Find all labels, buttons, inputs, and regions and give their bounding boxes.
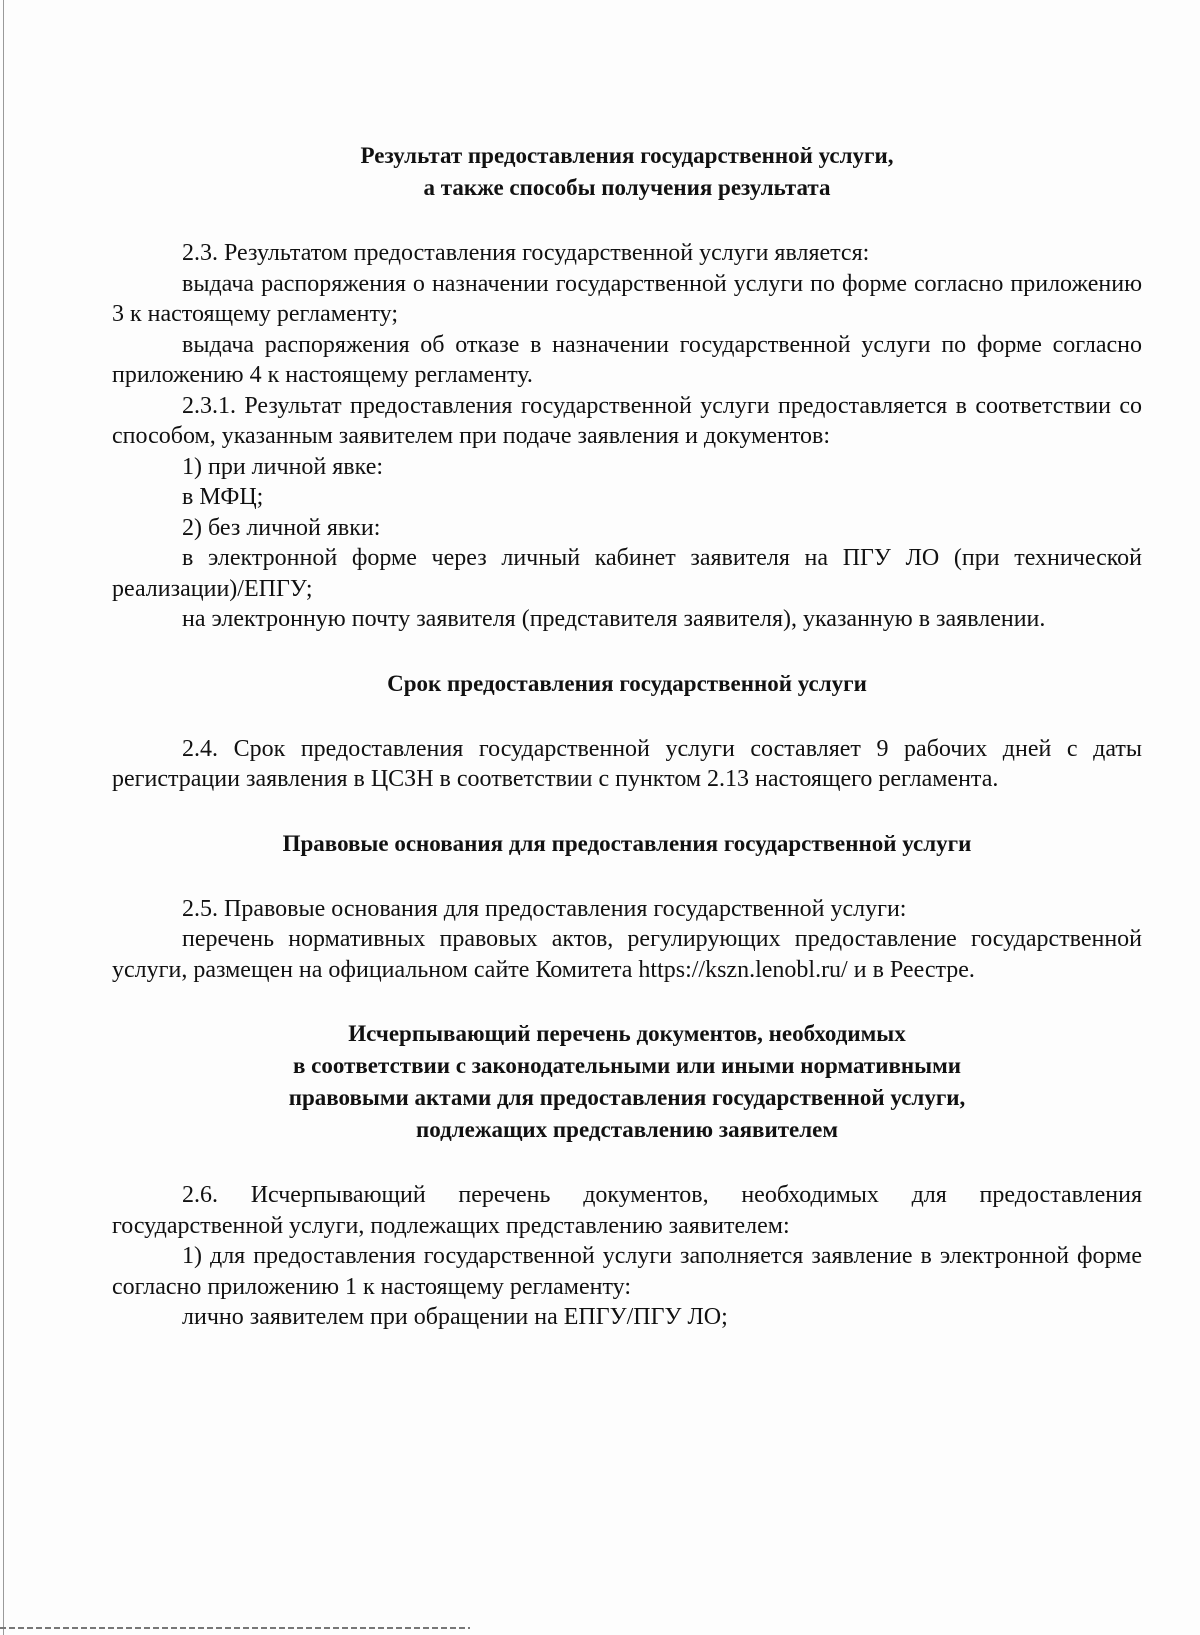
paragraph-order-refuse: выдача распоряжения об отказе в назначении государственной услуги по форме согласно приложению 4 к настоящему регламенту. bbox=[112, 331, 1142, 388]
section-heading-documents: Исчерпывающий перечень документов, необходимых в соответствии с законодательными или иными нормативными правовыми актами для предоставления государственной услуги, подлежащих представлению заявителем bbox=[288, 1021, 966, 1142]
list-item-email: на электронную почту заявителя (представителя заявителя), указанную в заявлении. bbox=[182, 606, 1046, 632]
list-item-personal: 1) при личной явке: bbox=[182, 453, 384, 480]
list-item-remote: 2) без личной явки: bbox=[182, 514, 381, 541]
document-body bbox=[112, 140, 1142, 1333]
paragraph-2-3-1: 2.3.1. Результат предоставления государственной услуги предоставляется в соответствии со способом, указанным заявителем при подаче заявления и документов: bbox=[112, 392, 1142, 449]
paragraph-legal-list: перечень нормативных правовых актов, регулирующих предоставление государственной услуги, размещен на официальном сайте Комитета https://kszn.lenobl.ru/ и в Реестре. bbox=[112, 926, 1142, 983]
paragraph-personal-submission: лично заявителем при обращении на ЕПГУ/ПГУ ЛО; bbox=[182, 1304, 728, 1330]
list-item-mfc: в МФЦ; bbox=[182, 484, 264, 510]
list-item-electronic: в электронной форме через личный кабинет заявителя на ПГУ ЛО (при технической реализации)/ЕПГУ; bbox=[112, 545, 1142, 602]
paragraph-application-form: 1) для предоставления государственной услуги заполняется заявление в электронной форме согласно приложению 1 к настоящему регламенту: bbox=[112, 1243, 1142, 1300]
scan-bottom-edge bbox=[0, 1627, 470, 1629]
paragraph-2-4: 2.4. Срок предоставления государственной услуги составляет 9 рабочих дней с даты регистрации заявления в ЦСЗН в соответствии с пунктом 2.13 настоящего регламента. bbox=[112, 735, 1142, 792]
paragraph-2-5: 2.5. Правовые основания для предоставления государственной услуги: bbox=[182, 895, 907, 922]
section-heading-result: Результат предоставления государственной услуги, а также способы получения результата bbox=[360, 143, 894, 200]
scan-left-edge bbox=[3, 0, 4, 1635]
section-heading-legal-basis: Правовые основания для предоставления государственной услуги bbox=[282, 830, 972, 856]
paragraph-2-6: 2.6. Исчерпывающий перечень документов, необходимых для предоставления государственной услуги, подлежащих представлению заявителем: bbox=[112, 1182, 1142, 1239]
paragraph-order-assign: выдача распоряжения о назначении государственной услуги по форме согласно приложению 3 к настоящему регламенту; bbox=[112, 270, 1142, 327]
section-heading-term: Срок предоставления государственной услуги bbox=[387, 670, 867, 696]
paragraph-2-3: 2.3. Результатом предоставления государственной услуги является: bbox=[182, 240, 870, 266]
